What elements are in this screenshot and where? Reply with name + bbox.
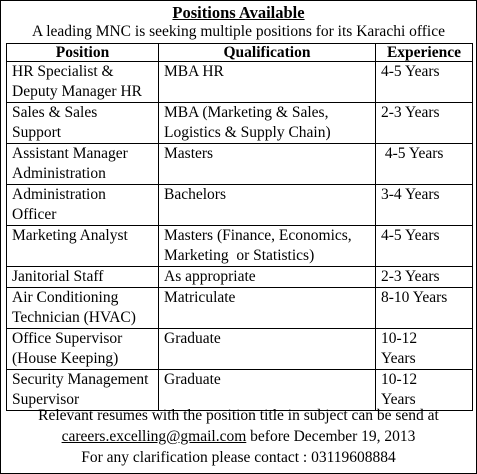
cell-position-line: Office Supervisor (12, 330, 123, 347)
ad-subtitle: A leading MNC is seeking multiple positions for its Karachi office (32, 23, 445, 40)
table-row (7, 226, 473, 267)
cell-position-line: HR Specialist & (12, 63, 114, 80)
cell-qualification-line: Graduate (164, 371, 221, 388)
footer-line-3: For any clarification please contact : 03119608884 (81, 449, 396, 466)
cell-position (7, 288, 159, 329)
cell-qualification (159, 288, 376, 329)
cell-experience (376, 267, 473, 288)
cell-qualification-line: MBA (Marketing & Sales, (164, 104, 329, 121)
cell-position (7, 62, 159, 103)
cell-position-line: (House Keeping) (12, 350, 119, 367)
positions-table (6, 43, 473, 411)
cell-qualification-line: Bachelors (164, 186, 226, 203)
cell-position-line: Air Conditioning (12, 289, 119, 306)
column-header-position: Position (7, 44, 159, 62)
cell-experience-line: 8-10 Years (381, 289, 448, 306)
table-row (7, 267, 473, 288)
cell-position-line: Security Management (12, 371, 149, 388)
deadline-text: before December 19, 2013 (246, 428, 416, 445)
cell-experience-line: 4-5 Years (381, 145, 444, 162)
cell-position-line: Administration (12, 186, 106, 203)
cell-qualification (159, 62, 376, 103)
cell-experience (376, 144, 473, 185)
table-row (7, 103, 473, 144)
cell-qualification (159, 103, 376, 144)
cell-position (7, 267, 159, 288)
cell-position-line: Technician (HVAC) (12, 309, 136, 326)
table-row (7, 144, 473, 185)
cell-experience (376, 288, 473, 329)
table-row (7, 185, 473, 226)
cell-position (7, 144, 159, 185)
cell-position (7, 185, 159, 226)
cell-qualification (159, 226, 376, 267)
cell-experience (376, 185, 473, 226)
cell-experience-line: 2-3 Years (381, 268, 440, 285)
cell-qualification-line: As appropriate (164, 268, 256, 285)
cell-qualification-line: Marketing or Statistics) (164, 247, 315, 264)
cell-position-line: Assistant Manager (12, 145, 128, 162)
cell-qualification-line: Matriculate (164, 289, 236, 306)
cell-qualification-line: Logistics & Supply Chain) (164, 124, 331, 141)
cell-position-line: Marketing Analyst (12, 227, 128, 244)
cell-position-line: Support (12, 124, 62, 141)
table-row (7, 62, 473, 103)
table-row (7, 288, 473, 329)
cell-position-line: Administration (12, 165, 106, 182)
cell-qualification-line: Graduate (164, 330, 221, 347)
cell-qualification-line: MBA HR (164, 63, 224, 80)
table-header-row (7, 44, 473, 62)
cell-qualification (159, 329, 376, 370)
column-header-qualification: Qualification (159, 44, 376, 62)
cell-experience-line: 4-5 Years (381, 63, 440, 80)
cell-experience (376, 329, 473, 370)
cell-position-line: Sales & Sales (12, 104, 98, 121)
cell-position-line: Deputy Manager HR (12, 83, 142, 100)
cell-qualification (159, 185, 376, 226)
cell-qualification-line: Masters (Finance, Economics, (164, 227, 352, 244)
cell-position (7, 226, 159, 267)
cell-position-line: Supervisor (12, 391, 80, 408)
positions-table-body (7, 62, 473, 411)
cell-position-line: Janitorial Staff (12, 268, 104, 285)
cell-position (7, 103, 159, 144)
cell-experience-line: 10-12 (381, 371, 418, 388)
footer-line-1: Relevant resumes with the position title in subject can be send at (38, 407, 439, 424)
cell-experience-line: Years (381, 391, 416, 408)
cell-experience-line: 2-3 Years (381, 104, 440, 121)
cell-experience-line: 4-5 Years (381, 227, 440, 244)
column-header-experience: Experience (376, 44, 473, 62)
cell-experience-line: 3-4 Years (381, 186, 440, 203)
cell-experience-line: 10-12 (381, 330, 418, 347)
cell-qualification (159, 267, 376, 288)
contact-email-link[interactable]: careers.excelling@gmail.com (61, 428, 247, 445)
ad-footer (1, 405, 476, 468)
ad-title: Positions Available (172, 3, 305, 22)
cell-experience-line: Years (381, 350, 416, 367)
cell-experience (376, 103, 473, 144)
table-row (7, 329, 473, 370)
cell-qualification-line: Masters (164, 145, 214, 162)
cell-position-line: Officer (12, 206, 57, 223)
cell-experience (376, 226, 473, 267)
cell-experience (376, 62, 473, 103)
cell-position (7, 329, 159, 370)
cell-qualification (159, 144, 376, 185)
footer-line-2 (1, 426, 476, 447)
